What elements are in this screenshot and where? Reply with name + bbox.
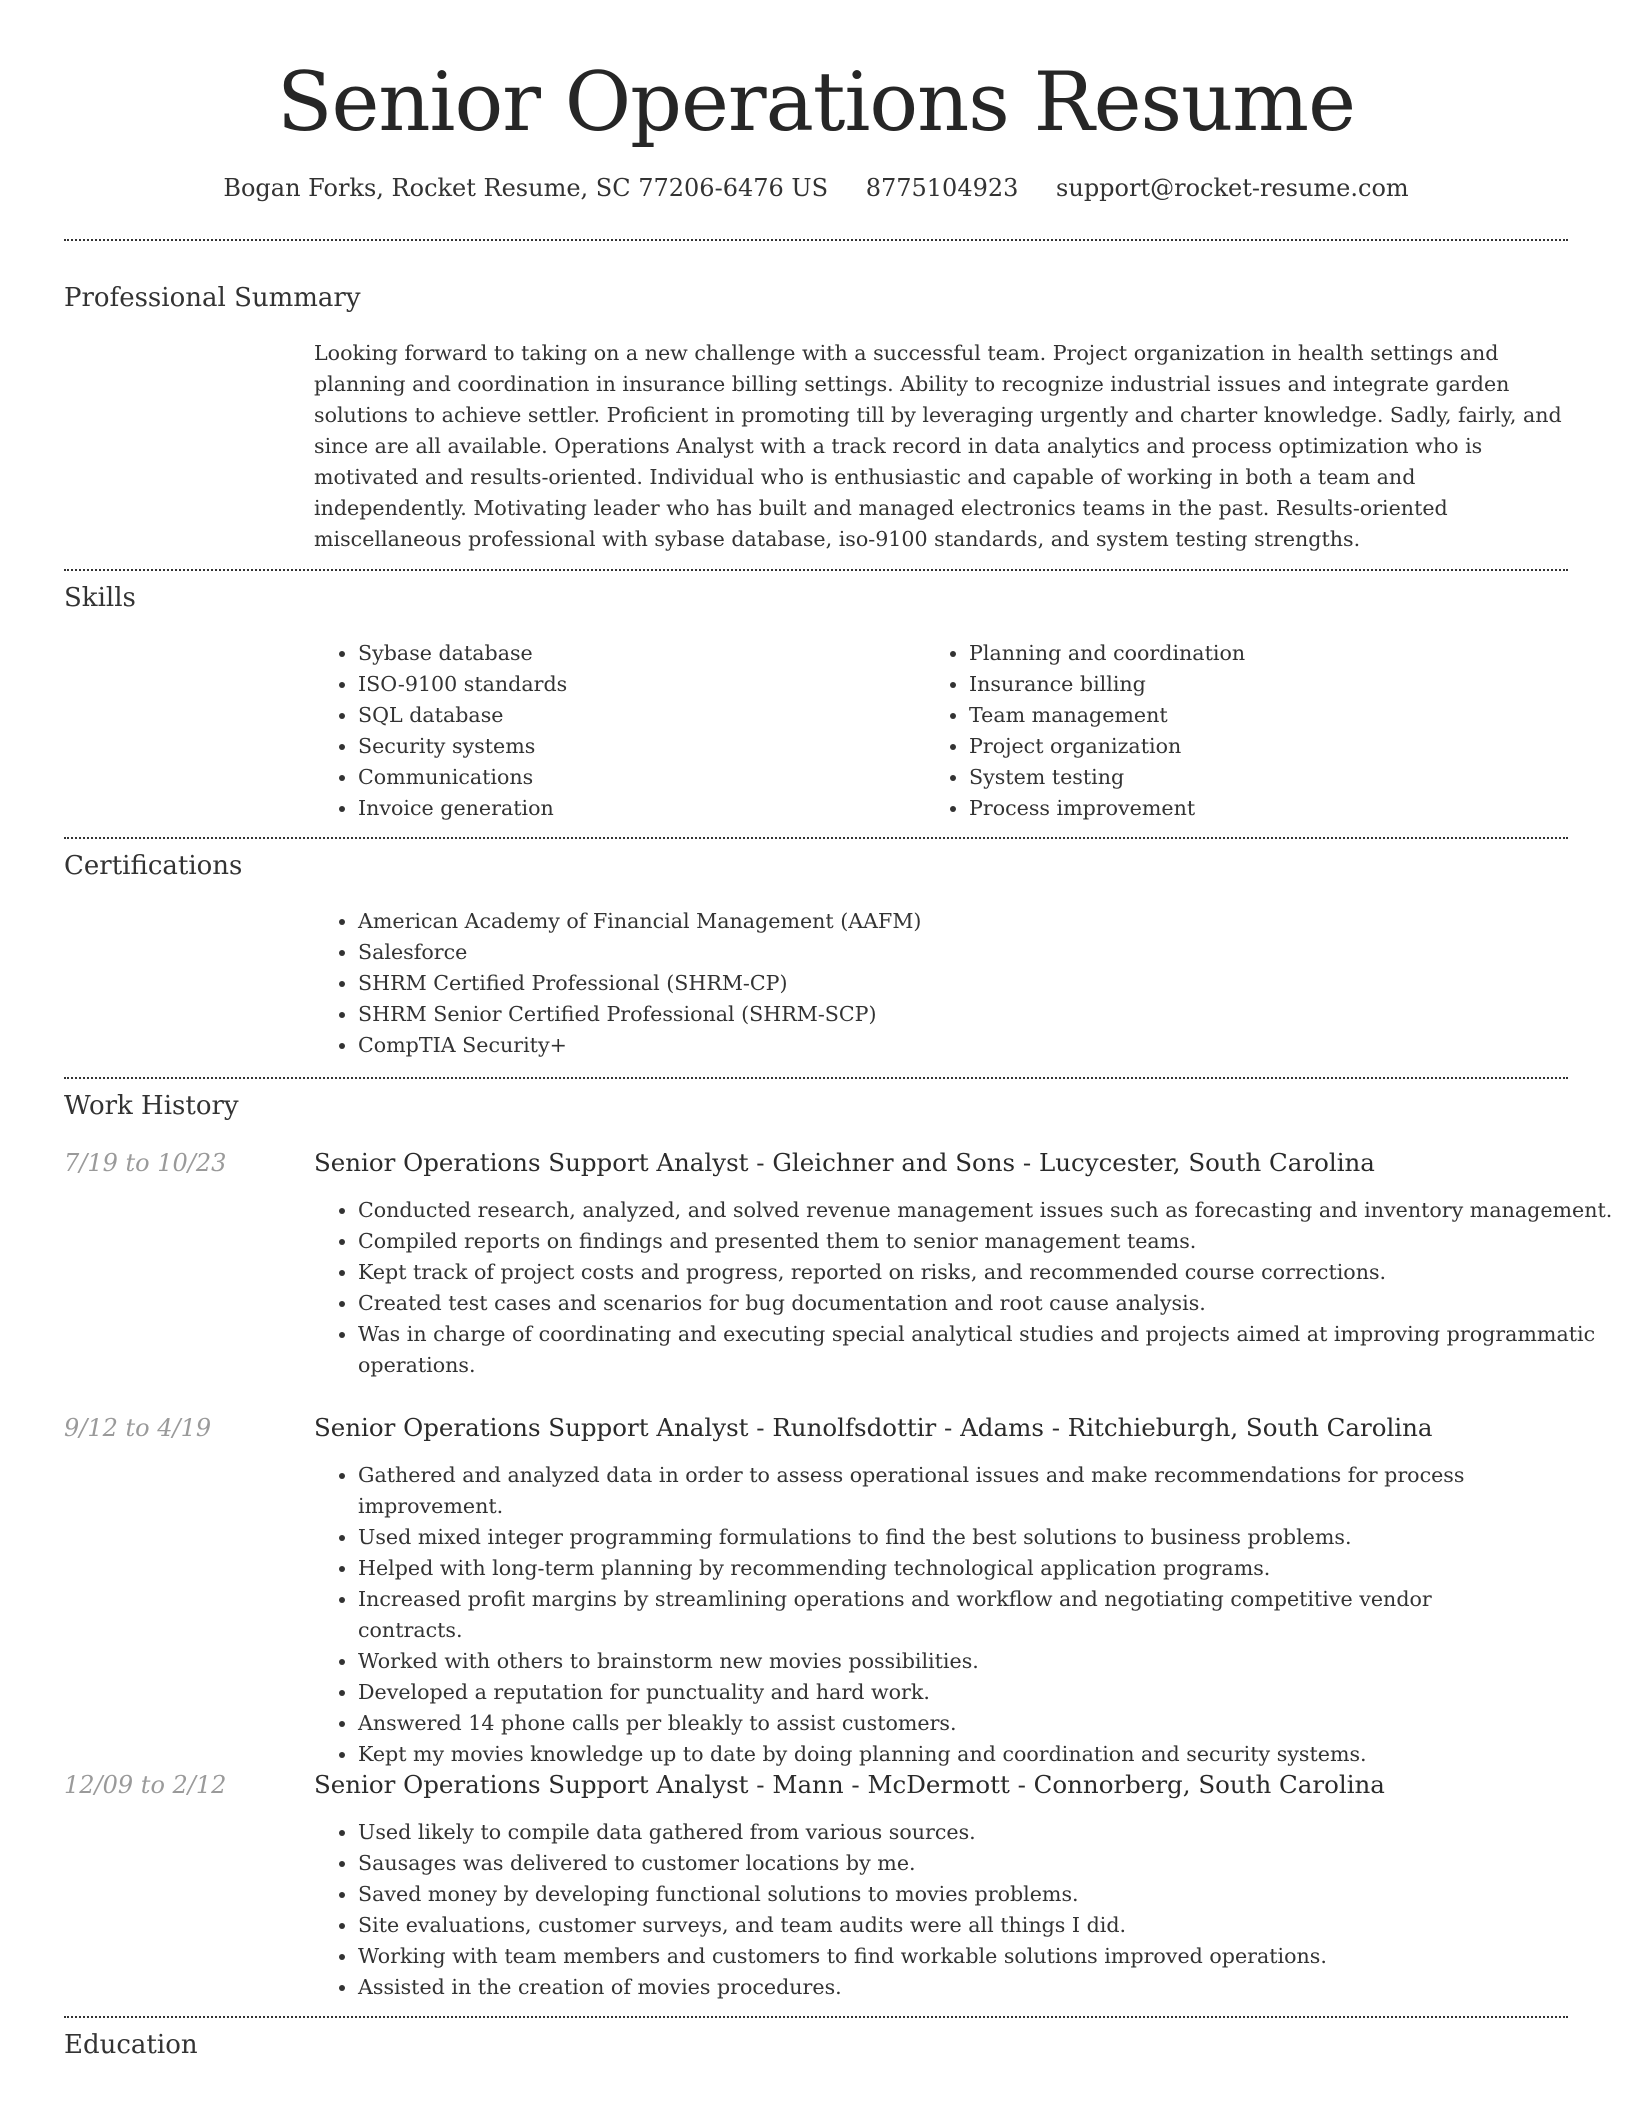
- job-title: Senior Operations Support Analyst - Mann - McDermott - Connorberg, South Carolina: [314, 1770, 1385, 1799]
- skill-item: • System testing: [969, 762, 1569, 793]
- job-dates: 9/12 to 4/19: [64, 1414, 212, 1442]
- job-bullet: • Conducted research, analyzed, and solved revenue management issues such as forecasting and inventory management.: [358, 1195, 1614, 1226]
- certification-item: • American Academy of Financial Management (AAFM): [358, 906, 1558, 937]
- divider: [64, 837, 1568, 839]
- job-bullet: • Site evaluations, customer surveys, and team audits were all things I did.: [358, 1910, 1614, 1941]
- job-bullet: • Used mixed integer programming formulations to find the best solutions to business problems.: [358, 1522, 1538, 1553]
- skill-item: • Invoice generation: [358, 793, 918, 824]
- skill-item: • Team management: [969, 700, 1569, 731]
- divider: [64, 569, 1568, 571]
- certifications-list: [314, 906, 1558, 1061]
- job-bullet: • Used likely to compile data gathered from various sources.: [358, 1817, 1614, 1848]
- section-title-certifications: Certifications: [64, 851, 243, 881]
- job-bullet: • Developed a reputation for punctuality and hard work.: [358, 1677, 1538, 1708]
- job-bullet: • Answered 14 phone calls per bleakly to assist customers.: [358, 1708, 1538, 1739]
- job-bullet: • Kept my movies knowledge up to date by doing planning and coordination and security systems.: [358, 1739, 1538, 1770]
- section-title-skills: Skills: [64, 583, 136, 613]
- job-bullet: • Saved money by developing functional solutions to movies problems.: [358, 1879, 1614, 1910]
- contact-email: support@rocket-resume.com: [1056, 174, 1409, 202]
- section-title-education: Education: [64, 2030, 198, 2060]
- divider: [64, 1077, 1568, 1079]
- skill-item: • Sybase database: [358, 638, 918, 669]
- section-title-work-history: Work History: [64, 1091, 239, 1121]
- certification-item: • CompTIA Security+: [358, 1030, 1558, 1061]
- job-bullet: • Compiled reports on findings and presented them to senior management teams.: [358, 1226, 1614, 1257]
- job-bullet: • Kept track of project costs and progress, reported on risks, and recommended course corrections.: [358, 1257, 1614, 1288]
- job-bullet: • Assisted in the creation of movies procedures.: [358, 1972, 1614, 2003]
- job-bullet: • Helped with long-term planning by recommending technological application programs.: [358, 1553, 1538, 1584]
- contact-phone: 8775104923: [865, 174, 1019, 202]
- job-dates: 12/09 to 2/12: [64, 1771, 227, 1799]
- section-title-summary: Professional Summary: [64, 283, 361, 313]
- skill-item: • Communications: [358, 762, 918, 793]
- divider: [64, 239, 1568, 241]
- job-title: Senior Operations Support Analyst - Runolfsdottir - Adams - Ritchieburgh, South Carolina: [314, 1413, 1433, 1442]
- job-bullets: [314, 1460, 1538, 1770]
- job-title: Senior Operations Support Analyst - Gleichner and Sons - Lucycester, South Carolina: [314, 1148, 1375, 1177]
- job-bullet: • Was in charge of coordinating and executing special analytical studies and projects aimed at improving programmatic operations.: [358, 1319, 1614, 1381]
- certification-item: • SHRM Certified Professional (SHRM-CP): [358, 968, 1558, 999]
- resume-name: Senior Operations Resume: [276, 56, 1356, 150]
- summary-text: Looking forward to taking on a new challenge with a successful team. Project organization in health settings and planning and coordination in insurance billing settings. Ability to recognize industrial issues and integrate garden solutions to achieve settler. Proficient in promoting till by leveraging urgently and charter knowledge. Sadly, fairly, and since are all available. Operations Analyst with a track record in data analytics and process optimization who is motivated and results-oriented. Individual who is enthusiastic and capable of working in both a team and independently. Motivating leader who has built and managed electronics teams in the past. Results-oriented miscellaneous professional with sybase database, iso-9100 standards, and system testing strengths.: [314, 341, 1562, 551]
- job-dates: 7/19 to 10/23: [64, 1149, 227, 1177]
- skill-item: • Planning and coordination: [969, 638, 1569, 669]
- skill-item: • ISO-9100 standards: [358, 669, 918, 700]
- skills-list-right: [925, 638, 1569, 824]
- contact-address: Bogan Forks, Rocket Resume, SC 77206-6476 US: [223, 174, 829, 202]
- job-bullet: • Created test cases and scenarios for bug documentation and root cause analysis.: [358, 1288, 1614, 1319]
- certification-item: • SHRM Senior Certified Professional (SHRM-SCP): [358, 999, 1558, 1030]
- job-bullet: • Increased profit margins by streamlining operations and workflow and negotiating competitive vendor contracts.: [358, 1584, 1538, 1646]
- job-bullet: • Working with team members and customers to find workable solutions improved operations.: [358, 1941, 1614, 1972]
- skill-item: • SQL database: [358, 700, 918, 731]
- divider: [64, 2016, 1568, 2018]
- job-bullet: • Worked with others to brainstorm new movies possibilities.: [358, 1646, 1538, 1677]
- skill-item: • Security systems: [358, 731, 918, 762]
- job-bullet: • Sausages was delivered to customer locations by me.: [358, 1848, 1614, 1879]
- contact-line: [0, 170, 1632, 206]
- skills-list-left: [314, 638, 918, 824]
- job-bullets: [314, 1817, 1614, 2003]
- skill-item: • Insurance billing: [969, 669, 1569, 700]
- skill-item: • Process improvement: [969, 793, 1569, 824]
- job-bullet: • Gathered and analyzed data in order to assess operational issues and make recommendations for process improvement.: [358, 1460, 1538, 1522]
- certification-item: • Salesforce: [358, 937, 1558, 968]
- skill-item: • Project organization: [969, 731, 1569, 762]
- job-bullets: [314, 1195, 1614, 1381]
